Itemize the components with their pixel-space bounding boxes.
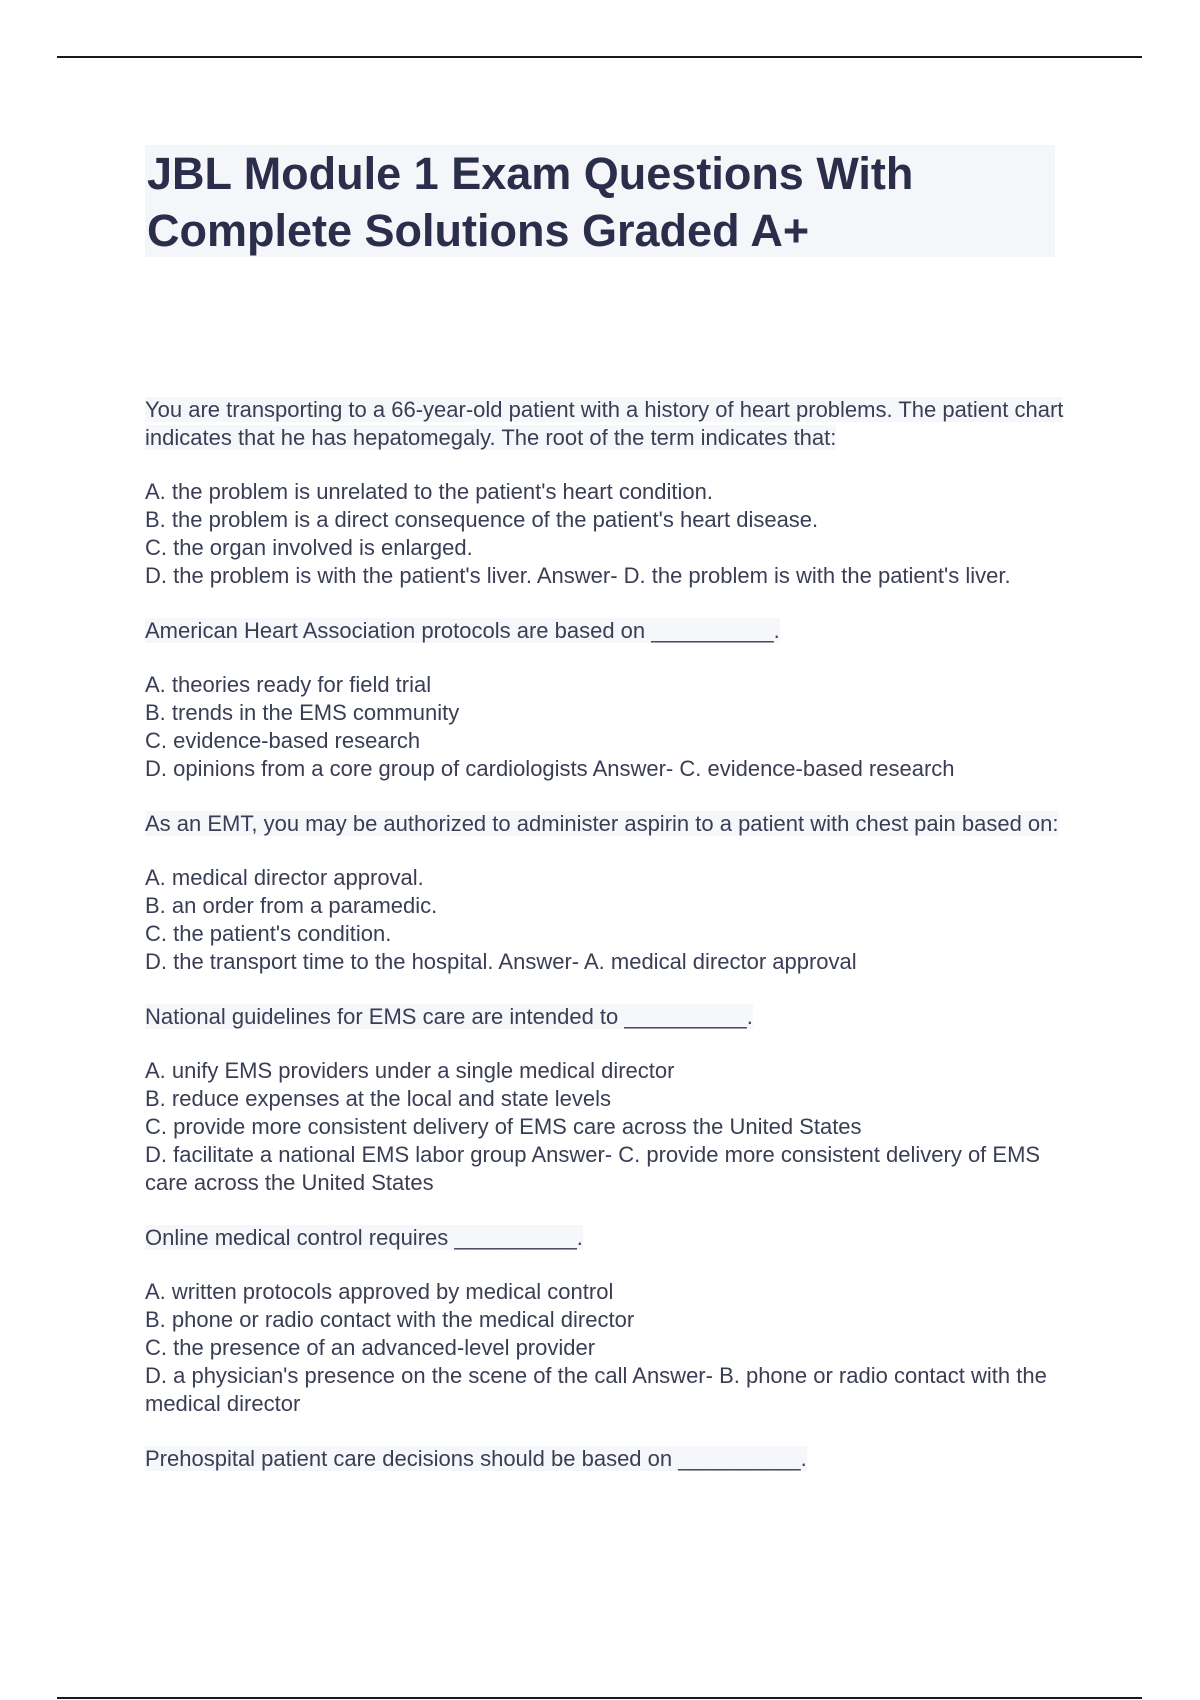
option-b: B. phone or radio contact with the medical director <box>145 1307 635 1332</box>
option-a: A. unify EMS providers under a single medical director <box>145 1058 675 1083</box>
question-2 <box>145 617 1065 783</box>
top-rule <box>57 56 1142 58</box>
option-b: B. an order from a paramedic. <box>145 893 438 918</box>
page-title: JBL Module 1 Exam Questions With Complete Solutions Graded A+ <box>147 148 914 256</box>
question-stem: As an EMT, you may be authorized to administer aspirin to a patient with chest pain based on: <box>145 811 1059 836</box>
option-c: C. provide more consistent delivery of EMS care across the United States <box>145 1114 862 1139</box>
option-d-with-answer: D. facilitate a national EMS labor group Answer- C. provide more consistent delivery of EMS care across the United States <box>145 1142 1041 1195</box>
option-list <box>145 671 1065 783</box>
option-c: C. evidence-based research <box>145 728 421 753</box>
question-6 <box>145 1445 1065 1473</box>
question-stem: National guidelines for EMS care are intended to __________. <box>145 1004 753 1029</box>
question-stem: American Heart Association protocols are based on __________. <box>145 618 780 643</box>
option-b: B. the problem is a direct consequence of the patient's heart disease. <box>145 507 819 532</box>
bottom-rule <box>57 1697 1142 1699</box>
option-d-with-answer: D. a physician's presence on the scene of the call Answer- B. phone or radio contact with the medical director <box>145 1363 1047 1416</box>
option-list <box>145 1057 1065 1197</box>
option-b: B. trends in the EMS community <box>145 700 460 725</box>
option-c: C. the organ involved is enlarged. <box>145 535 473 560</box>
question-5 <box>145 1224 1065 1418</box>
question-3 <box>145 810 1065 976</box>
question-stem: Online medical control requires __________. <box>145 1225 583 1250</box>
question-stem: Prehospital patient care decisions should be based on __________. <box>145 1446 807 1471</box>
option-list <box>145 864 1065 976</box>
option-b: B. reduce expenses at the local and state levels <box>145 1086 611 1111</box>
option-d-with-answer: D. the problem is with the patient's liver. Answer- D. the problem is with the patient's liver. <box>145 563 1011 588</box>
question-1 <box>145 396 1065 590</box>
question-list <box>145 396 1065 1500</box>
question-stem: You are transporting to a 66-year-old patient with a history of heart problems. The patient chart indicates that he has hepatomegaly. The root of the term indicates that: <box>145 397 1064 450</box>
question-4 <box>145 1003 1065 1197</box>
option-list <box>145 478 1065 590</box>
option-a: A. the problem is unrelated to the patient's heart condition. <box>145 479 713 504</box>
option-a: A. theories ready for field trial <box>145 672 432 697</box>
option-c: C. the presence of an advanced-level provider <box>145 1335 596 1360</box>
option-list <box>145 1278 1065 1418</box>
option-c: C. the patient's condition. <box>145 921 392 946</box>
option-a: A. written protocols approved by medical control <box>145 1279 614 1304</box>
option-d-with-answer: D. the transport time to the hospital. Answer- A. medical director approval <box>145 949 857 974</box>
option-a: A. medical director approval. <box>145 865 424 890</box>
option-d-with-answer: D. opinions from a core group of cardiologists Answer- C. evidence-based research <box>145 756 955 781</box>
